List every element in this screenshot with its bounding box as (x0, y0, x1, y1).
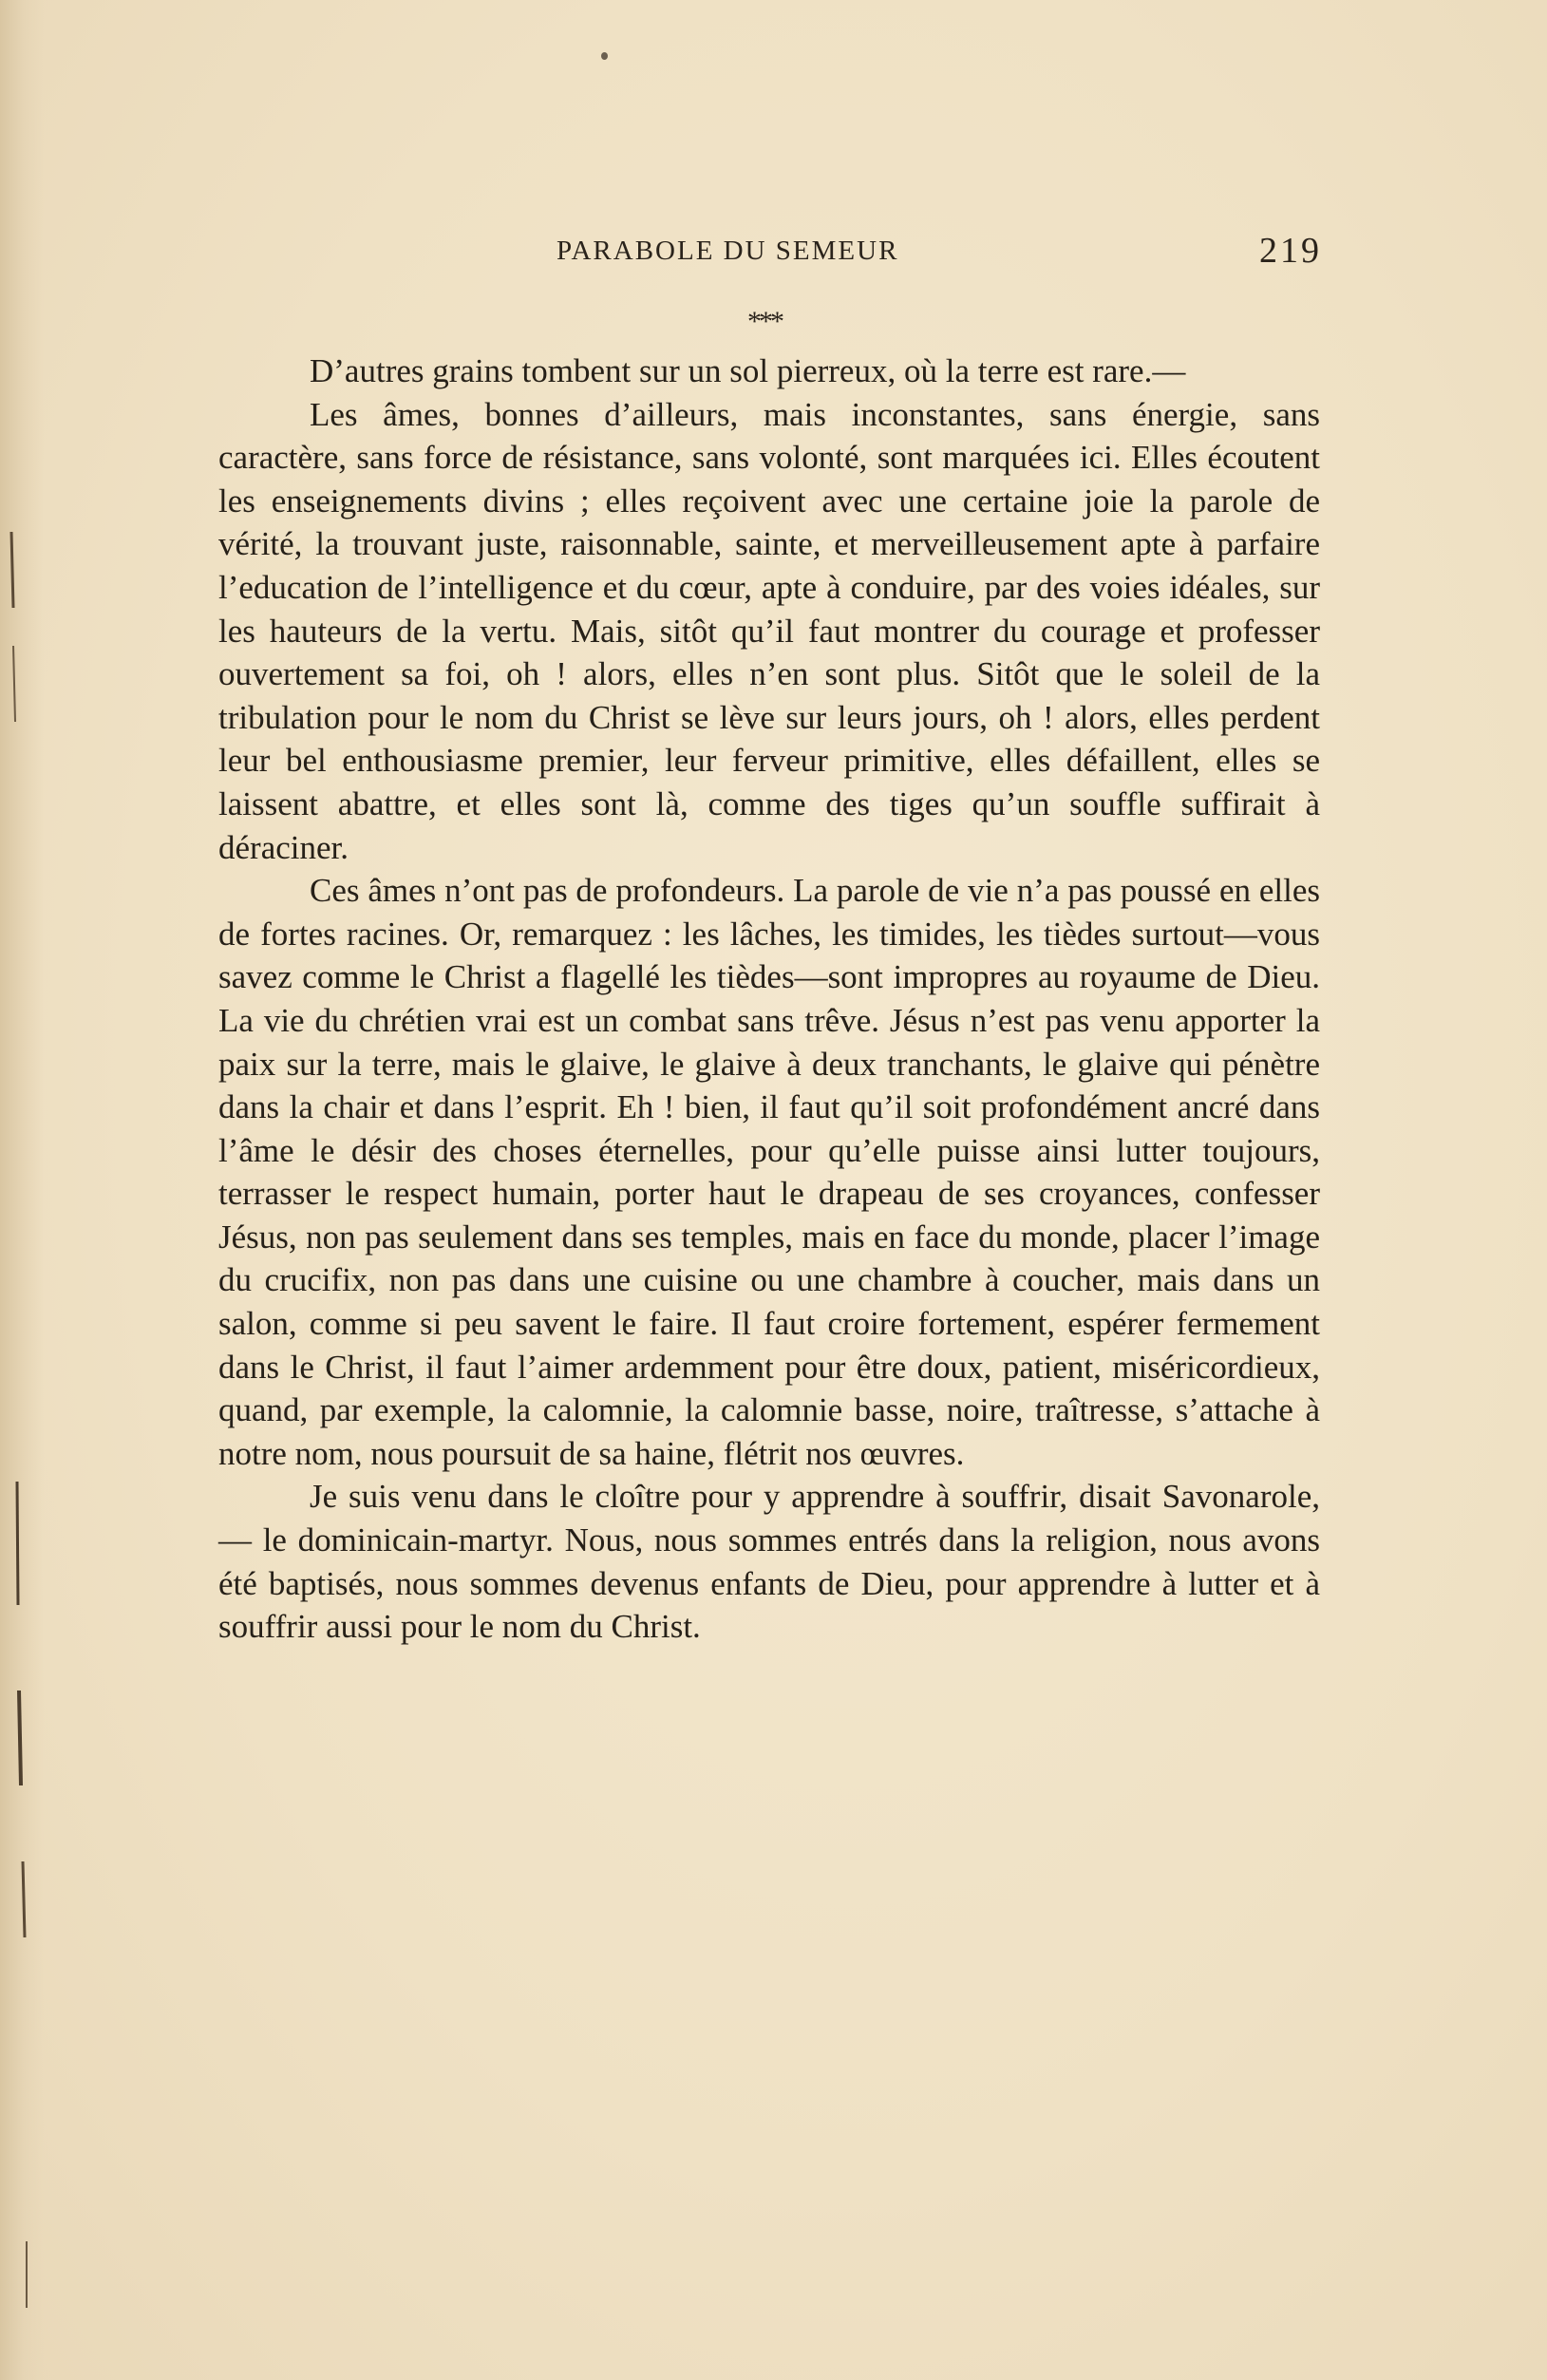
running-title: PARABOLE DU SEMEUR (557, 236, 899, 266)
page-number: 219 (1259, 231, 1322, 271)
section-asterism: *** (747, 306, 782, 337)
paragraph: Je suis venu dans le cloître pour y apprendre à souffrir, disait Savonarole, — le dominicain-martyr. Nous, nous sommes entrés dans la religion, nous avons été baptisés, nous sommes devenus enfants de Dieu, pour apprendre à lutter et à souffrir aussi pour le nom du Christ. (218, 1478, 1320, 1646)
body-text (218, 349, 1320, 1649)
paragraph: Ces âmes n’ont pas de profondeurs. La parole de vie n’a pas poussé en elles de fortes racines. Or, remarquez : les lâches, les timides, les tièdes surtout—vous savez comme le Christ a flagellé les tièdes—sont impropres au royaume de Dieu. La vie du chrétien vrai est un combat sans trêve. Jésus n’est pas venu apporter la paix sur la terre, mais le glaive, le glaive à deux tranchants, le glaive qui pénètre dans la chair et dans l’esprit. Eh ! bien, il faut qu’il soit profondément ancré dans l’âme le désir des choses éternelles, pour qu’elle puisse ainsi lutter toujours, terrasser le respect humain, porter haut le drapeau de ses croyances, confesser Jésus, non pas seulement dans ses temples, mais en face du monde, placer l’image du crucifix, non pas dans une cuisine ou une chambre à coucher, mais dans un salon, comme si peu savent le faire. Il faut croire fortement, espérer fermement dans le Christ, il faut l’aimer ardemment pour être doux, patient, miséricordieux, quand, par exemple, la calomnie, la calomnie basse, noire, traîtresse, s’attache à notre nom, nous poursuit de sa haine, flétrit nos œuvres. (218, 872, 1320, 1472)
binding-edge-marks (6, 0, 34, 2380)
paragraph: Les âmes, bonnes d’ailleurs, mais inconstantes, sans énergie, sans caractère, sans force de résistance, sans volonté, sont marquées ici. Elles écoutent les enseignements divins ; elles reçoivent avec une certaine joie la parole de vérité, la trouvant juste, raisonnable, sainte, et merveilleusement apte à parfaire l’education de l’intelligence et du cœur, apte à conduire, par des voies idéales, sur les hauteurs de la vertu. Mais, sitôt qu’il faut montrer du courage et professer ouvertement sa foi, oh ! alors, elles n’en sont plus. Sitôt que le soleil de la tribulation pour le nom du Christ se lève sur leurs jours, oh ! alors, elles perdent leur bel enthousiasme premier, leur ferveur primitive, elles défaillent, elles se laissent abattre, et elles sont là, comme des tiges qu’un souffle suffirait à déraciner. (218, 395, 1320, 866)
page-header (218, 231, 1322, 274)
paragraph: D’autres grains tombent sur un sol pierreux, où la terre est rare.— (310, 352, 1186, 389)
ink-speck (601, 52, 608, 60)
